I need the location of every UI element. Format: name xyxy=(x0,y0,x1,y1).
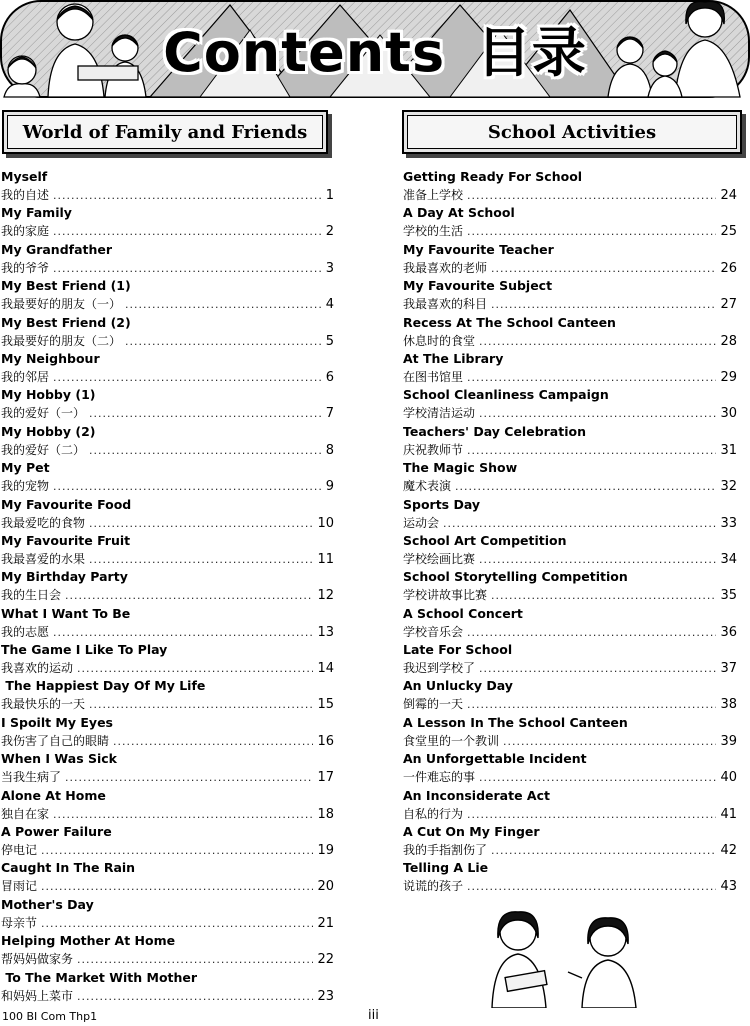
toc-entry xyxy=(403,859,737,895)
dot-leader xyxy=(467,878,716,896)
entry-title-chinese: 说谎的孩子 xyxy=(403,879,464,894)
entry-page-number: 32 xyxy=(720,479,737,495)
entry-title-english: Getting Ready For School xyxy=(403,169,583,184)
entry-page-number: 10 xyxy=(317,515,334,531)
entry-title-english: What I Want To Be xyxy=(1,605,131,621)
entry-line xyxy=(403,586,737,604)
entry-title-chinese: 学校绘画比赛 xyxy=(403,551,476,566)
header-banner xyxy=(0,0,750,100)
entry-title-chinese: 我最喜欢的科目 xyxy=(403,297,488,312)
section-header-school-activities xyxy=(402,110,742,154)
toc-entry xyxy=(1,714,334,750)
entry-title-english: A Cut On My Finger xyxy=(403,824,540,840)
entry-line xyxy=(1,514,334,532)
section-title: School Activities xyxy=(407,115,737,149)
entry-title-english: Teachers' Day Celebration xyxy=(403,423,586,439)
dot-leader xyxy=(491,296,716,314)
entry-title-english: Sports Day xyxy=(403,496,481,512)
toc-entry xyxy=(1,568,334,604)
entry-line xyxy=(403,877,737,895)
entry-title-chinese: 准备上学校 xyxy=(403,188,464,202)
entry-title-english: An Unforgettable Incident xyxy=(403,751,587,767)
entry-line xyxy=(1,732,334,750)
entry-page-number: 20 xyxy=(317,879,334,895)
toc-entry xyxy=(1,314,334,350)
entry-line xyxy=(1,659,334,677)
dot-leader xyxy=(479,769,716,787)
entry-title-chinese: 帮妈妈做家务 xyxy=(1,952,74,967)
entry-title-english: An Unlucky Day xyxy=(403,678,513,694)
entry-line xyxy=(403,623,737,641)
entry-page-number: 42 xyxy=(720,843,737,859)
dot-leader xyxy=(467,369,716,387)
entry-title-chinese: 我的宠物 xyxy=(1,479,50,494)
entry-title-chinese: 学校音乐会 xyxy=(403,624,464,639)
entry-page-number: 21 xyxy=(317,915,334,931)
entry-title-chinese: 休息时的食堂 xyxy=(403,333,476,348)
entry-line xyxy=(403,332,737,350)
entry-title-english: My Grandfather xyxy=(1,241,113,257)
dot-leader xyxy=(65,587,313,605)
entry-line xyxy=(403,659,737,677)
section-header-family-friends xyxy=(2,110,328,154)
dot-leader xyxy=(77,951,313,969)
entry-page-number: 11 xyxy=(317,551,334,567)
entry-title-chinese: 冒雨记 xyxy=(1,879,38,894)
entry-page-number: 33 xyxy=(720,515,737,531)
dot-leader xyxy=(491,842,716,860)
entry-line xyxy=(1,805,334,823)
entry-title-chinese: 独自在家 xyxy=(1,806,50,821)
entry-page-number: 14 xyxy=(317,661,334,677)
dot-leader xyxy=(467,806,716,824)
dot-leader xyxy=(53,260,322,278)
entry-page-number: 12 xyxy=(317,588,334,604)
entry-line xyxy=(1,368,334,386)
toc-entry xyxy=(1,277,334,313)
entry-page-number: 30 xyxy=(720,406,737,422)
entry-title-chinese: 我喜欢的运动 xyxy=(1,661,74,676)
entry-title-english: My Best Friend (1) xyxy=(1,278,131,294)
entry-title-english: My Pet xyxy=(1,460,50,476)
entry-line xyxy=(403,477,737,495)
entry-title-english: Myself xyxy=(1,169,48,184)
entry-title-chinese: 学校讲故事比赛 xyxy=(403,588,488,603)
toc-entry xyxy=(403,568,737,604)
entry-title-english: Recess At The School Canteen xyxy=(403,314,616,330)
title-english: Contents xyxy=(163,21,446,84)
section-title: World of Family and Friends xyxy=(7,115,323,149)
entry-title-english: Telling A Lie xyxy=(403,860,489,876)
entry-line xyxy=(403,805,737,823)
entry-title-english: My Birthday Party xyxy=(1,569,128,585)
entry-title-chinese: 我的爱好（二） xyxy=(1,442,86,457)
entry-title-chinese: 我的志愿 xyxy=(1,624,50,639)
entry-page-number: 4 xyxy=(325,297,334,313)
page-number: iii xyxy=(368,1008,379,1023)
entry-page-number: 7 xyxy=(325,406,334,422)
entry-line xyxy=(1,404,334,422)
entry-title-english: The Magic Show xyxy=(403,460,518,476)
entry-page-number: 22 xyxy=(317,952,334,968)
entry-line xyxy=(403,368,737,386)
entry-line xyxy=(403,732,737,750)
entry-title-english: My Favourite Fruit xyxy=(1,532,131,548)
dot-leader xyxy=(41,878,313,896)
entry-title-english: A School Concert xyxy=(403,605,523,621)
toc-entry xyxy=(1,241,334,277)
dot-leader xyxy=(53,187,322,205)
entry-line xyxy=(1,950,334,968)
entry-title-chinese: 我最爱吃的食物 xyxy=(1,515,86,530)
entry-page-number: 8 xyxy=(325,442,334,458)
toc-entry xyxy=(1,823,334,859)
entry-title-english: My Best Friend (2) xyxy=(1,314,131,330)
entry-line xyxy=(1,586,334,604)
entry-page-number: 25 xyxy=(720,224,737,240)
entry-title-chinese: 我最快乐的一天 xyxy=(1,697,86,712)
entry-page-number: 26 xyxy=(720,260,737,276)
entry-title-english: My Hobby (2) xyxy=(1,423,96,439)
toc-entry xyxy=(1,677,334,713)
entry-title-english: School Cleanliness Campaign xyxy=(403,387,609,403)
entry-title-chinese: 我最喜欢的老师 xyxy=(403,260,488,275)
entry-page-number: 27 xyxy=(720,297,737,313)
entry-title-english: School Storytelling Competition xyxy=(403,569,628,585)
toc-entry xyxy=(1,350,334,386)
dot-leader xyxy=(89,442,322,460)
toc-entry xyxy=(403,496,737,532)
entry-line xyxy=(403,441,737,459)
entry-page-number: 5 xyxy=(325,333,334,349)
entry-title-english: A Lesson In The School Canteen xyxy=(403,714,628,730)
toc-entry xyxy=(1,386,334,422)
entry-page-number: 16 xyxy=(317,733,334,749)
toc-entry xyxy=(403,314,737,350)
dot-leader xyxy=(479,333,716,351)
dot-leader xyxy=(89,515,313,533)
dot-leader xyxy=(443,515,716,533)
title-chinese: 目录 xyxy=(476,21,587,84)
entry-title-chinese: 运动会 xyxy=(403,515,440,530)
dot-leader xyxy=(125,296,322,314)
entry-title-chinese: 学校清洁运动 xyxy=(403,406,476,421)
entry-page-number: 39 xyxy=(720,733,737,749)
entry-line xyxy=(1,877,334,895)
toc-entry xyxy=(1,787,334,823)
toc-entry xyxy=(403,386,737,422)
entry-line xyxy=(403,186,737,204)
dot-leader xyxy=(53,806,313,824)
dot-leader xyxy=(89,696,313,714)
toc-entry xyxy=(1,750,334,786)
entry-page-number: 41 xyxy=(720,806,737,822)
entry-title-chinese: 我最要好的朋友（二） xyxy=(1,333,122,348)
entry-page-number: 34 xyxy=(720,551,737,567)
dot-leader xyxy=(65,769,313,787)
entry-page-number: 29 xyxy=(720,369,737,385)
entry-title-english: The Happiest Day Of My Life xyxy=(1,678,206,694)
entry-line xyxy=(1,259,334,277)
dot-leader xyxy=(89,551,313,569)
toc-entry xyxy=(1,969,334,1005)
dot-leader xyxy=(467,624,716,642)
page-title xyxy=(0,10,750,87)
entry-page-number: 15 xyxy=(317,697,334,713)
entry-title-english: My Favourite Teacher xyxy=(403,241,554,257)
entry-title-chinese: 食堂里的一个教训 xyxy=(403,733,500,748)
entry-title-english: Late For School xyxy=(403,642,513,658)
toc-entry xyxy=(1,459,334,495)
entry-page-number: 13 xyxy=(317,624,334,640)
entry-line xyxy=(403,768,737,786)
entry-title-chinese: 当我生病了 xyxy=(1,770,62,785)
entry-title-english: Caught In The Rain xyxy=(1,860,136,876)
entry-line xyxy=(403,514,737,532)
entry-page-number: 40 xyxy=(720,770,737,786)
entry-page-number: 28 xyxy=(720,333,737,349)
dot-leader xyxy=(53,624,313,642)
toc-column-right xyxy=(403,168,737,896)
entry-title-chinese: 庆祝教师节 xyxy=(403,442,464,457)
entry-title-english: A Day At School xyxy=(403,205,515,221)
entry-page-number: 3 xyxy=(325,260,334,276)
entry-line xyxy=(1,441,334,459)
entry-page-number: 24 xyxy=(720,188,737,203)
entry-line xyxy=(403,222,737,240)
toc-entry xyxy=(403,787,737,823)
toc-entry xyxy=(1,641,334,677)
toc-entry xyxy=(403,423,737,459)
entry-page-number: 1 xyxy=(325,188,334,203)
entry-title-english: To The Market With Mother xyxy=(1,969,198,985)
dot-leader xyxy=(491,587,716,605)
entry-title-english: The Game I Like To Play xyxy=(1,642,168,658)
entry-page-number: 36 xyxy=(720,624,737,640)
toc-entry xyxy=(403,241,737,277)
toc-entry xyxy=(403,350,737,386)
entry-line xyxy=(1,295,334,313)
entry-line xyxy=(1,914,334,932)
entry-title-english: My Hobby (1) xyxy=(1,387,96,403)
entry-line xyxy=(1,477,334,495)
toc-entry xyxy=(1,204,334,240)
toc-entry xyxy=(1,896,334,932)
entry-title-chinese: 我的家庭 xyxy=(1,224,50,239)
entry-page-number: 31 xyxy=(720,442,737,458)
entry-title-chinese: 母亲节 xyxy=(1,915,38,930)
toc-entry xyxy=(1,532,334,568)
toc-entry xyxy=(403,750,737,786)
dot-leader xyxy=(467,696,716,714)
toc-entry xyxy=(403,823,737,859)
entry-line xyxy=(1,841,334,859)
toc-entry xyxy=(1,168,334,204)
entry-line xyxy=(1,768,334,786)
toc-entry xyxy=(1,496,334,532)
entry-line xyxy=(1,987,334,1005)
entry-line xyxy=(1,186,334,204)
entry-title-english: Mother's Day xyxy=(1,896,94,912)
entry-line xyxy=(1,222,334,240)
entry-page-number: 9 xyxy=(325,479,334,495)
book-code: 100 BI Com Thp1 xyxy=(2,1010,98,1023)
toc-entry xyxy=(403,277,737,313)
dot-leader xyxy=(77,660,313,678)
toc-entry xyxy=(403,605,737,641)
entry-title-english: An Inconsiderate Act xyxy=(403,787,550,803)
entry-title-chinese: 我的自述 xyxy=(1,188,50,202)
entry-title-chinese: 自私的行为 xyxy=(403,806,464,821)
dot-leader xyxy=(89,405,322,423)
entry-page-number: 23 xyxy=(317,988,334,1004)
toc-entry xyxy=(403,532,737,568)
entry-title-english: At The Library xyxy=(403,350,504,366)
toc-entry xyxy=(403,714,737,750)
dot-leader xyxy=(479,551,716,569)
entry-title-english: My Neighbour xyxy=(1,350,100,366)
entry-page-number: 6 xyxy=(325,369,334,385)
entry-title-chinese: 在图书馆里 xyxy=(403,369,464,384)
entry-title-english: I Spoilt My Eyes xyxy=(1,714,113,730)
entry-title-chinese: 我的爷爷 xyxy=(1,260,50,275)
entry-page-number: 43 xyxy=(720,879,737,895)
entry-title-chinese: 我的爱好（一） xyxy=(1,406,86,421)
dot-leader xyxy=(41,842,313,860)
toc-entry xyxy=(403,459,737,495)
entry-title-chinese: 一件难忘的事 xyxy=(403,770,476,785)
toc-entry xyxy=(403,204,737,240)
entry-line xyxy=(403,295,737,313)
entry-page-number: 37 xyxy=(720,661,737,677)
dot-leader xyxy=(467,187,716,205)
entry-line xyxy=(1,623,334,641)
dot-leader xyxy=(479,405,716,423)
entry-page-number: 2 xyxy=(325,224,334,240)
entry-page-number: 19 xyxy=(317,843,334,859)
entry-title-english: Alone At Home xyxy=(1,787,106,803)
dot-leader xyxy=(77,988,313,1006)
entry-title-chinese: 学校的生活 xyxy=(403,224,464,239)
dot-leader xyxy=(41,915,313,933)
toc-entry xyxy=(403,677,737,713)
entry-title-chinese: 我最喜爱的水果 xyxy=(1,551,86,566)
entry-title-english: My Favourite Subject xyxy=(403,278,553,294)
entry-title-chinese: 我的手指割伤了 xyxy=(403,843,488,858)
entry-title-chinese: 我伤害了自己的眼睛 xyxy=(1,733,110,748)
entry-page-number: 35 xyxy=(720,588,737,604)
toc-column-left xyxy=(1,168,334,1005)
toc-entry xyxy=(1,932,334,968)
students-illustration xyxy=(468,908,668,1008)
dot-leader xyxy=(479,660,716,678)
dot-leader xyxy=(491,260,716,278)
dot-leader xyxy=(467,223,716,241)
dot-leader xyxy=(53,478,322,496)
entry-line xyxy=(1,695,334,713)
entry-title-chinese: 停电记 xyxy=(1,843,38,858)
entry-title-chinese: 我的邻居 xyxy=(1,369,50,384)
entry-line xyxy=(403,404,737,422)
entry-line xyxy=(1,332,334,350)
entry-title-english: My Family xyxy=(1,205,72,221)
entry-line xyxy=(403,841,737,859)
entry-title-chinese: 和妈妈上菜市 xyxy=(1,988,74,1003)
toc-entry xyxy=(1,423,334,459)
toc-entry xyxy=(1,605,334,641)
entry-title-english: A Power Failure xyxy=(1,824,112,840)
dot-leader xyxy=(125,333,322,351)
dot-leader xyxy=(455,478,716,496)
entry-line xyxy=(1,550,334,568)
entry-page-number: 38 xyxy=(720,697,737,713)
entry-page-number: 18 xyxy=(317,806,334,822)
entry-title-english: School Art Competition xyxy=(403,532,567,548)
entry-title-chinese: 倒霉的一天 xyxy=(403,697,464,712)
entry-title-english: Helping Mother At Home xyxy=(1,933,176,949)
dot-leader xyxy=(53,369,322,387)
entry-title-chinese: 我的生日会 xyxy=(1,588,62,603)
entry-title-chinese: 我迟到学校了 xyxy=(403,661,476,676)
entry-title-chinese: 我最要好的朋友（一） xyxy=(1,297,122,312)
dot-leader xyxy=(113,733,313,751)
dot-leader xyxy=(503,733,716,751)
entry-title-english: When I Was Sick xyxy=(1,751,117,767)
entry-title-english: My Favourite Food xyxy=(1,496,132,512)
dot-leader xyxy=(467,442,716,460)
entry-page-number: 17 xyxy=(317,770,334,786)
toc-entry xyxy=(403,641,737,677)
entry-title-chinese: 魔术表演 xyxy=(403,479,452,494)
entry-line xyxy=(403,550,737,568)
entry-line xyxy=(403,259,737,277)
entry-line xyxy=(403,695,737,713)
toc-entry xyxy=(403,168,737,204)
dot-leader xyxy=(53,223,322,241)
toc-entry xyxy=(1,859,334,895)
